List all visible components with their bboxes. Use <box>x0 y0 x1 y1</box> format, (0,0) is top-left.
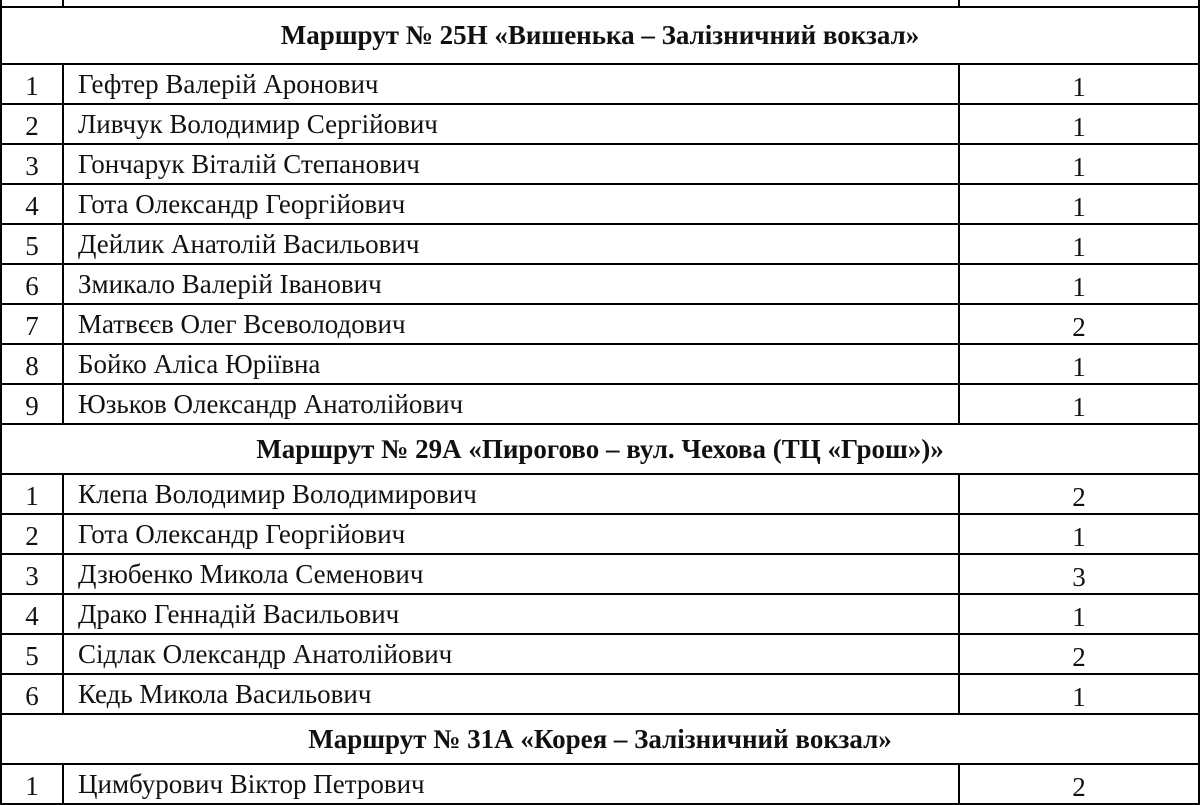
route-title: Маршрут № 31А «Корея – Залізничний вокзал» <box>1 714 1199 764</box>
table-row <box>1 384 1199 424</box>
driver-name: Сідлак Олександр Анатолійович <box>63 634 959 674</box>
row-number: 7 <box>1 304 63 344</box>
row-value: 1 <box>959 594 1199 634</box>
table-row <box>1 304 1199 344</box>
table-row <box>1 554 1199 594</box>
driver-name: Змикало Валерій Іванович <box>63 264 959 304</box>
row-value: 1 <box>959 384 1199 424</box>
row-value: 1 <box>959 514 1199 554</box>
row-number: 6 <box>1 674 63 714</box>
row-number: 2 <box>1 514 63 554</box>
table-row <box>1 104 1199 144</box>
row-number: 3 <box>1 554 63 594</box>
route-header-row <box>1 424 1199 474</box>
table-row <box>1 0 1199 7</box>
row-value: 1 <box>959 144 1199 184</box>
driver-name: Клепа Володимир Володимирович <box>63 474 959 514</box>
driver-name: Матвєєв Олег Всеволодович <box>63 304 959 344</box>
route-header-row <box>1 714 1199 764</box>
row-number: 6 <box>1 264 63 304</box>
table-row <box>1 514 1199 554</box>
table-row <box>1 184 1199 224</box>
driver-name: Гефтер Валерій Аронович <box>63 64 959 104</box>
row-value: 2 <box>959 634 1199 674</box>
row-number: 4 <box>1 594 63 634</box>
table-row <box>1 764 1199 804</box>
driver-name: Дзюбенко Микола Семенович <box>63 554 959 594</box>
table-row <box>1 264 1199 304</box>
driver-name: Цимбурович Віктор Петрович <box>63 764 959 804</box>
table-row <box>1 474 1199 514</box>
row-value: 1 <box>959 224 1199 264</box>
table-row <box>1 634 1199 674</box>
row-number: 1 <box>1 64 63 104</box>
row-number: 8 <box>1 344 63 384</box>
row-value: 1 <box>959 64 1199 104</box>
driver-name: Гончарук Віталій Степанович <box>63 144 959 184</box>
driver-name: Юзьков Олександр Анатолійович <box>63 384 959 424</box>
table-row <box>1 594 1199 634</box>
route-title: Маршрут № 25Н «Вишенька – Залізничний вокзал» <box>1 7 1199 64</box>
row-number: 4 <box>1 184 63 224</box>
row-number: 2 <box>1 104 63 144</box>
row-value: 2 <box>959 304 1199 344</box>
driver-name: Гота Олександр Георгійович <box>63 184 959 224</box>
row-number: 1 <box>1 764 63 804</box>
row-number: 9 <box>1 384 63 424</box>
row-value: 1 <box>959 264 1199 304</box>
driver-name: Кедь Микола Васильович <box>63 674 959 714</box>
driver-name: Ливчук Володимир Сергійович <box>63 104 959 144</box>
driver-name: Гота Олександр Георгійович <box>63 514 959 554</box>
route-header-row <box>1 7 1199 64</box>
table-row <box>1 144 1199 184</box>
row-value: 2 <box>959 474 1199 514</box>
row-value: 1 <box>959 344 1199 384</box>
row-number: 3 <box>1 144 63 184</box>
driver-name: Бойко Аліса Юріївна <box>63 344 959 384</box>
row-value: 2 <box>959 764 1199 804</box>
driver-name: Драко Геннадій Васильович <box>63 594 959 634</box>
row-number: 5 <box>1 634 63 674</box>
row-value: 3 <box>959 554 1199 594</box>
route-title: Маршрут № 29А «Пирогово – вул. Чехова (ТЦ «Грош»)» <box>1 424 1199 474</box>
row-value: 1 <box>959 674 1199 714</box>
row-number: 1 <box>1 474 63 514</box>
row-number: 5 <box>1 224 63 264</box>
row-value: 1 <box>959 104 1199 144</box>
table-row <box>1 224 1199 264</box>
table-row <box>1 64 1199 104</box>
table-row <box>1 344 1199 384</box>
driver-name: Дейлик Анатолій Васильович <box>63 224 959 264</box>
row-value: 1 <box>959 184 1199 224</box>
table-row <box>1 674 1199 714</box>
